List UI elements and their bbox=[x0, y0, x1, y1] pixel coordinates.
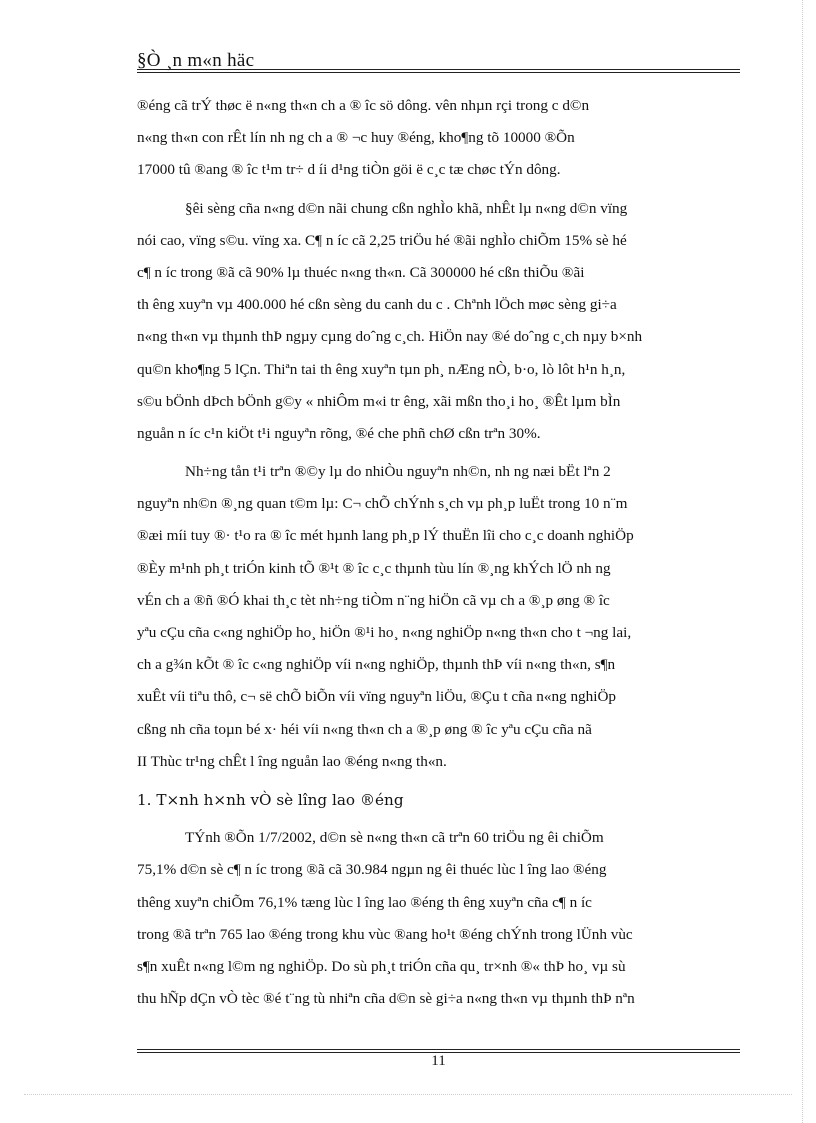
text-line: II Thùc tr¹ng chÊt l îng nguån lao ®éng n«ng th«n. bbox=[137, 752, 447, 770]
text-line: cßng nh cña toµn bé x· héi víi n«ng th«n ch a ®¸p øng ® îc yªu cÇu cña nã bbox=[137, 720, 592, 738]
text-line: s©u bÖnh dÞch bÖnh g©y « nhiÔm m«i tr êng, xãi mßn tho¸i ho¸ ®Êt lµm bÌn bbox=[137, 392, 621, 410]
text-line: trong ®ã trªn 765 lao ®éng trong khu vùc ®ang ho¹t ®éng chÝnh trong lÜnh vùc bbox=[137, 925, 633, 943]
text-line: 17000 tû ®ang ® îc t¹m tr÷ d íi d¹ng tiÒn göi ë c¸c tæ chøc tÝn dông. bbox=[137, 161, 561, 179]
text-line: n«ng th«n con rÊt lín nh ng ch a ® ¬c huy ®éng, kho¶ng tõ 10000 ®Õn bbox=[137, 129, 575, 147]
text-line: nói cao, vïng s©u. vïng xa. C¶ n íc cã 2,25 triÖu hé ®ãi nghÌo chiÕm 15% sè hé bbox=[137, 231, 627, 249]
text-line: yªu cÇu cña c«ng nghiÖp ho¸ hiÖn ®¹i ho¸ n«ng nghiÖp n«ng th«n cho t ¬ng lai, bbox=[137, 624, 632, 641]
text-line: thu hÑp dÇn vÒ tèc ®é t¨ng tù nhiªn cña d©n sè gi÷a n«ng th«n vµ thµnh thÞ nªn bbox=[137, 990, 635, 1008]
header-rule-bottom bbox=[137, 72, 740, 73]
text-line: ®Èy m¹nh ph¸t triÓn kinh tÕ ®¹t ® îc c¸c thµnh tùu lín ®¸ng khÝch lÖ nh ng bbox=[137, 559, 611, 577]
paragraph-4 bbox=[137, 822, 740, 1015]
text-line: th êng xuyªn vµ 400.000 hé cßn sèng du canh du c . Chªnh lÖch møc sèng gi÷a bbox=[137, 296, 617, 314]
text-line: s¶n xuÊt n«ng l©m ng nghiÖp. Do sù ph¸t triÓn cña qu¸ tr×nh ®« thÞ ho¸ vµ sù bbox=[137, 957, 626, 975]
header-rule-top bbox=[137, 69, 740, 70]
text-line: 75,1% d©n sè c¶ n íc trong ®ã cã 30.984 ngµn ng êi thuéc lùc l îng lao ®éng bbox=[137, 861, 607, 879]
footer-rule-top bbox=[137, 1049, 740, 1050]
paragraph-3 bbox=[137, 456, 740, 778]
text-line: TÝnh ®Õn 1/7/2002, d©n sè n«ng th«n cã trªn 60 triÖu ng êi chiÕm bbox=[185, 829, 604, 847]
page-header-title: §Ò ¸n m«n häc bbox=[137, 50, 255, 71]
text-line: xuÊt víi tiªu thô, c¬ së chÕ biÕn víi vïng nguyªn liÖu, ®Çu t cña n«ng nghiÖp bbox=[137, 688, 617, 706]
page-number: 11 bbox=[431, 1053, 446, 1069]
page-boundary-right bbox=[802, 0, 803, 1123]
text-line: ch a g¾n kÕt ® îc c«ng nghiÖp víi n«ng nghiÖp, thµnh thÞ víi n«ng th«n, s¶n bbox=[137, 656, 616, 674]
text-line: nguyªn nh©n ®¸ng quan t©m lµ: C¬ chÕ chÝnh s¸ch vµ ph¸p luËt trong 10 n¨m bbox=[137, 495, 628, 513]
text-line: nguån n íc c¹n kiÖt t¹i nguyªn rõng, ®é che phñ chØ cßn trªn 30%. bbox=[137, 424, 541, 442]
body-text bbox=[137, 90, 740, 1015]
text-line: n«ng th«n vµ thµnh thÞ ngµy cµng doˆng c¸ch. HiÖn nay ®é doˆng c¸ch nµy b×nh bbox=[137, 328, 643, 346]
text-line: Nh÷ng tån t¹i trªn ®©y lµ do nhiÒu nguyªn nh©n, nh ng næi bËt lªn 2 bbox=[185, 463, 611, 481]
text-line: c¶ n íc trong ®ã cã 90% lµ thuéc n«ng th«n. Cã 300000 hé cßn thiÕu ®ãi bbox=[137, 263, 585, 281]
text-line: §êi sèng cña n«ng d©n nãi chung cßn nghÌo khã, nhÊt lµ n«ng d©n vïng bbox=[185, 199, 628, 217]
page-boundary-bottom bbox=[24, 1094, 792, 1095]
text-line: ®æi míi tuy ®· t¹o ra ® îc mét hµnh lang ph¸p lÝ thuËn lîi cho c¸c doanh nghiÖp bbox=[137, 527, 634, 545]
text-line: thêng xuyªn chiÕm 76,1% tæng lùc l îng lao ®éng th êng xuyªn cña c¶ n íc bbox=[137, 893, 592, 911]
text-line: vÉn ch a ®ñ ®Ó khai th¸c tèt nh÷ng tiÒm n¨ng hiÖn cã vµ ch a ®¸p øng ® îc bbox=[137, 591, 610, 609]
paragraph-1 bbox=[137, 90, 740, 187]
paragraph-2 bbox=[137, 193, 740, 451]
section-heading: 1. T×nh h×nh vÒ sè lîng lao ®éng bbox=[137, 790, 404, 809]
text-line: ®éng cã trÝ thøc ë n«ng th«n ch a ® îc sö dông. vên nhµn rçi trong c d©n bbox=[137, 97, 590, 114]
text-line: qu©n kho¶ng 5 lÇn. Thiªn tai th êng xuyªn tµn ph¸ nÆng nÒ, b·o, lò lôt h¹n h¸n, bbox=[137, 360, 626, 378]
